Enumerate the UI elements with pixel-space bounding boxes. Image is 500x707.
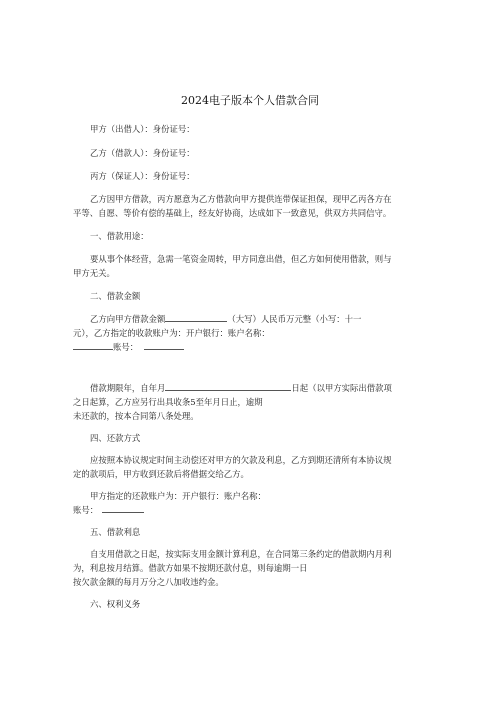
section-5-line-1: 自支用借款之日起，按实际支用金额计算利息，在合同第三条约定的借款期内月利 — [90, 549, 392, 559]
section-1-line-1: 要从事个体经营，急需一笔资金周转，甲方同意出借，但乙方如何使用借款，则与 — [90, 254, 392, 264]
account-line: 元），乙方指定的收款账户为：开户银行：账户名称： — [73, 328, 270, 338]
section-4-heading: 四、还款方式 — [90, 433, 141, 443]
section-5-line-3: 按欠款金额的每月万分之八加收违约金。 — [73, 577, 224, 587]
party-a-line: 甲方（出借人）：身份证号： — [90, 124, 195, 134]
term-label: 借款期限年，自年月 — [90, 383, 166, 393]
repay-account-number-label: 账号： — [73, 505, 99, 515]
account-blank-1 — [73, 340, 113, 350]
account-number-label: 账号： — [113, 342, 139, 352]
term-line-3: 未还款的，按本合同第八条处理。 — [73, 411, 199, 421]
preamble-line-2: 平等、自愿、等价有偿的基础上，经友好协商，达成如下一致意见，供双方共同信守。 — [73, 208, 392, 218]
account-number-line — [73, 339, 433, 355]
account-blank-2 — [144, 340, 184, 350]
repay-account-blank — [102, 503, 144, 513]
term-start: 日起（以甲方实际出借款项 — [291, 383, 392, 393]
party-c-line: 丙方（保证人）：身份证号： — [90, 171, 195, 181]
amount-blank — [165, 312, 227, 322]
preamble-line-1: 乙方因甲方借款，丙方愿意为乙方借款向甲方提供连带保证担保，现甲乙丙各方在 — [90, 194, 392, 204]
section-1-line-2: 甲方无关。 — [73, 268, 115, 278]
amount-label: 乙方向甲方借款金额 — [90, 314, 166, 324]
repay-account-line: 甲方指定的还款账户为：开户银行：账户名称： — [90, 491, 266, 501]
section-4-line-2: 定的款项后，甲方收到还款后将借据交给乙方。 — [73, 469, 249, 479]
section-1-heading: 一、借款用途： — [90, 231, 149, 241]
section-2-heading: 二、借款金额 — [90, 291, 141, 301]
term-line-2: 之日起算，乙方应另行出具收条5至年月日止，逾期 — [73, 397, 263, 407]
section-6-heading: 六、权利义务 — [90, 599, 141, 609]
party-b-line: 乙方（借款人）：身份证号： — [90, 148, 195, 158]
section-5-heading: 五、借款利息 — [90, 527, 141, 537]
amount-uppercase: （大写）人民币万元整（小写：十一 — [227, 314, 362, 324]
section-4-line-1: 应按照本协议规定时间主动偿还对甲方的欠款及利息，乙方到期还清所有本协议规 — [90, 455, 392, 465]
repay-account-number-line — [73, 502, 433, 518]
section-5-line-2: 为，利息按月结算。借款方如果不按期还款付息，则每逾期一日 — [73, 563, 308, 573]
document-title: 2024电子版本个人借款合同 — [181, 94, 319, 107]
term-date-blank — [165, 381, 291, 391]
